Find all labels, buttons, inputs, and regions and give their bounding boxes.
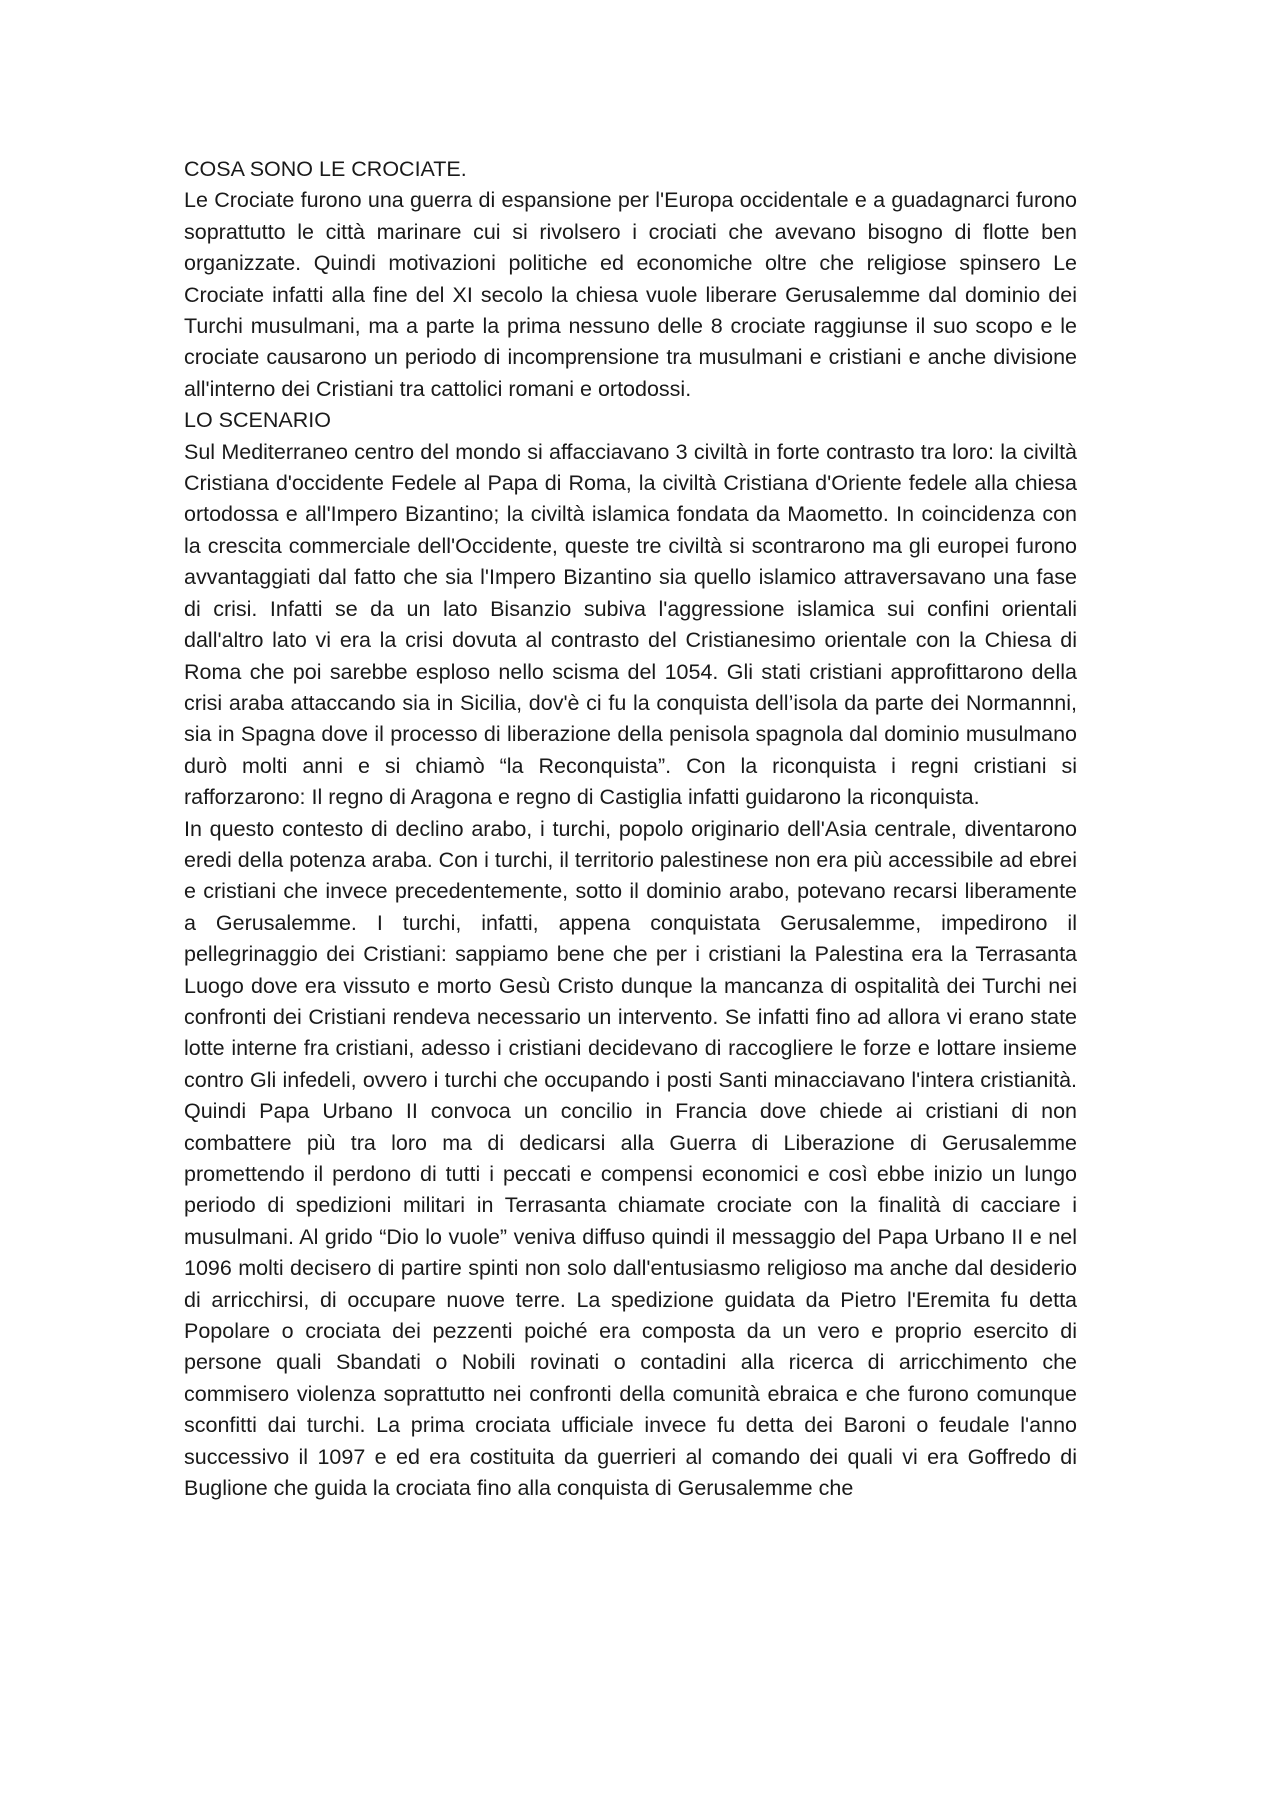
section-heading-lo-scenario: LO SCENARIO — [184, 408, 331, 433]
document-body — [184, 154, 1077, 1504]
section-heading-cosa-sono-le-crociate: COSA SONO LE CROCIATE. — [184, 157, 467, 181]
paragraph-scenario: Sul Mediterraneo centro del mondo si affacciavano 3 civiltà in forte contrasto tra loro: la civiltà Cristiana d'occidente Fedele al Papa di Roma, la civiltà Cristiana d'Oriente fedele alla chiesa ortodossa e all'Impero Bizantino; la civiltà islamica fondata da Maometto. In coincidenza con la crescita commerciale dell'Occidente, queste tre civiltà si scontrarono ma gli europei furono avvantaggiati dal fatto che sia l'Impero Bizantino sia quello islamico attraversavano una fase di crisi. Infatti se da un lato Bisanzio subiva l'aggressione islamica sui confini orientali dall'altro lato vi era la crisi dovuta al contrasto del Cristianesimo orientale con la Chiesa di Roma che poi sarebbe esploso nello scisma del 1054. Gli stati cristiani approfittarono della crisi araba attaccando sia in Sicilia, dov'è ci fu la conquista dell’isola da parte dei Normannni, sia in Spagna dove il processo di liberazione della penisola spagnola dal dominio musulmano durò molti anni e si chiamò “la Reconquista”. Con la riconquista i regni cristiani si rafforzarono: Il regno di Aragona e regno di Castiglia infatti guidarono la riconquista. — [184, 439, 1077, 810]
paragraph-context: In questo contesto di declino arabo, i turchi, popolo originario dell'Asia centrale, diventarono eredi della potenza araba. Con i turchi, il territorio palestinese non era più accessibile ad ebrei e cristiani che invece precedentemente, sotto il dominio arabo, potevano recarsi liberamente a Gerusalemme. I turchi, infatti, appena conquistata Gerusalemme, impedirono il pellegrinaggio dei Cristiani: sappiamo bene che per i cristiani la Palestina era la Terrasanta Luogo dove era vissuto e morto Gesù Cristo dunque la mancanza di ospitalità dei Turchi nei confronti dei Cristiani rendeva necessario un intervento. Se infatti fino ad allora vi erano state lotte interne fra cristiani, adesso i cristiani decidevano di raccogliere le forze e lottare insieme contro Gli infedeli, ovvero i turchi che occupando i posti Santi minacciavano l'intera cristianità. Quindi Papa Urbano II convoca un concilio in Francia dove chiede ai cristiani di non combattere più tra loro ma di dedicarsi alla Guerra di Liberazione di Gerusalemme promettendo il perdono di tutti i peccati e compensi economici e così ebbe inizio un lungo periodo di spedizioni militari in Terrasanta chiamate crociate con la finalità di cacciare i musulmani. Al grido “Dio lo vuole” veniva diffuso quindi il messaggio del Papa Urbano II e nel 1096 molti decisero di partire spinti non solo dall'entusiasmo religioso ma anche dal desiderio di arricchirsi, di occupare nuove terre. La spedizione guidata da Pietro l'Eremita fu detta Popolare o crociata dei pezzenti poiché era composta da un vero e proprio esercito di persone quali Sbandati o Nobili rovinati o contadini alla ricerca di arricchimento che commisero violenza soprattutto nei confronti della comunità ebraica e che furono comunque sconfitti dai turchi. La prima crociata ufficiale invece fu detta dei Baroni o feudale l'anno successivo il 1097 e ed era costituita da guerrieri al comando dei quali vi era Goffredo di Buglione che guida la crociata fino alla conquista di Gerusalemme che — [184, 816, 1077, 1501]
paragraph-introduction: Le Crociate furono una guerra di espansione per l'Europa occidentale e a guadagnarci furono soprattutto le città marinare cui si rivolsero i crociati che avevano bisogno di flotte ben organizzate. Quindi motivazioni politiche ed economiche oltre che religiose spinsero Le Crociate infatti alla fine del XI secolo la chiesa vuole liberare Gerusalemme dal dominio dei Turchi musulmani, ma a parte la prima nessuno delle 8 crociate raggiunse il suo scopo e le crociate causarono un periodo di incomprensione tra musulmani e cristiani e anche divisione all'interno dei Cristiani tra cattolici romani e ortodossi. — [184, 188, 1077, 401]
